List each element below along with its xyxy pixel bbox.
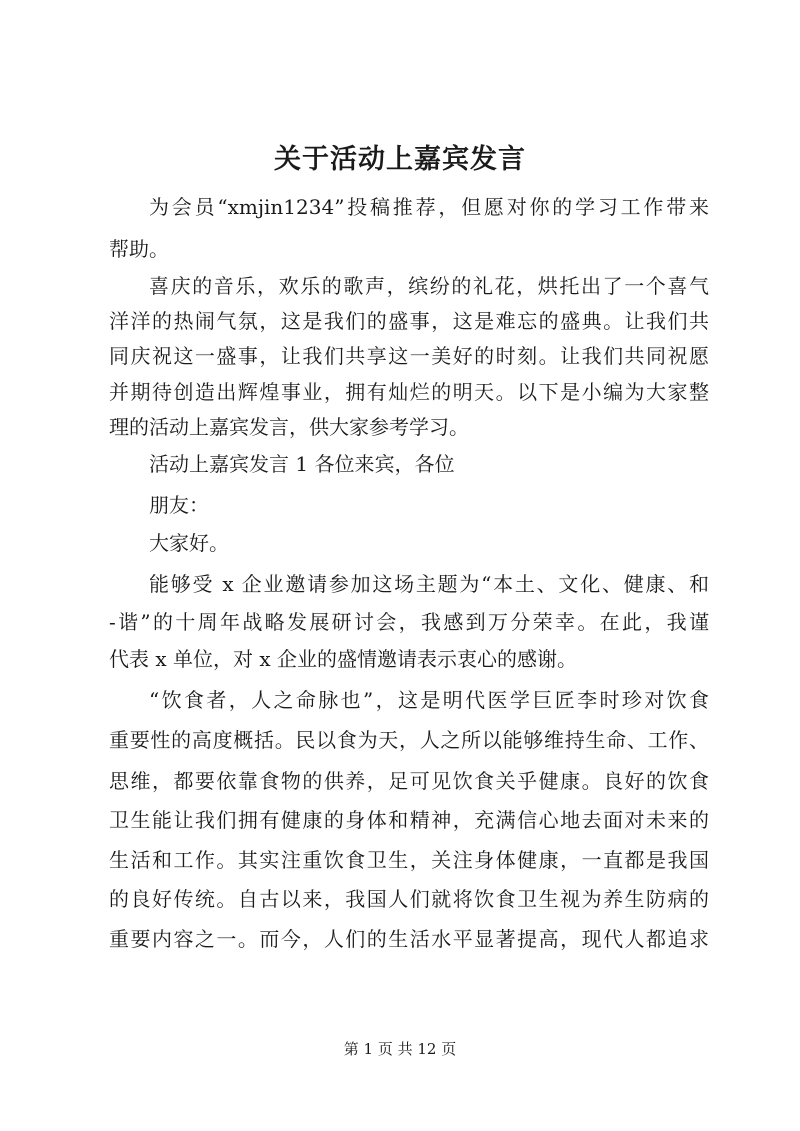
paragraph-line: 同庆祝这一盛事，让我们共享这一美好的时刻。让我们共同祝愿 — [109, 344, 709, 368]
paragraph-line: 思维，都要依靠食物的供养，足可见饮食关乎健康。良好的饮食 — [109, 769, 709, 793]
document-title: 关于活动上嘉宾发言 — [274, 144, 526, 175]
paragraph-line: “饮食者，人之命脉也”，这是明代医学巨匠李时珍对饮食 — [149, 688, 709, 712]
paragraph-line: 朋友： — [149, 493, 209, 517]
paragraph-line: 卫生能让我们拥有健康的身体和精神，充满信心地去面对未来的 — [109, 808, 709, 832]
paragraph-line: 为会员“xmjin1234”投稿推荐，但愿对你的学习工作带来 — [149, 195, 709, 219]
paragraph-line: 大家好。 — [149, 531, 229, 555]
paragraph-line: 重要内容之一。而今，人们的生活水平显著提高，现代人都追求 — [109, 927, 709, 951]
paragraph-line: 理的活动上嘉宾发言，供大家参考学习。 — [109, 415, 469, 439]
paragraph-line: 重要性的高度概括。民以食为天，人之所以能够维持生命、工作、 — [109, 728, 709, 752]
paragraph-line: 生活和工作。其实注重饮食卫生，关注身体健康，一直都是我国 — [109, 848, 709, 872]
paragraph-line: 喜庆的音乐，欢乐的歌声，缤纷的礼花，烘托出了一个喜气 — [149, 274, 709, 298]
paragraph-line: 能够受 x 企业邀请参加这场主题为“本土、文化、健康、和 — [149, 572, 709, 596]
page-footer: 第 1 页 共 12 页 — [343, 1040, 457, 1058]
paragraph-line: 代表 x 单位，对 x 企业的盛情邀请表示衷心的感谢。 — [109, 647, 577, 671]
paragraph-line: 活动上嘉宾发言 1 各位来宾，各位 — [149, 452, 455, 476]
paragraph-line: -谐”的十周年战略发展研讨会，我感到万分荣幸。在此，我谨 — [109, 610, 709, 634]
paragraph-line: 帮助。 — [109, 237, 169, 261]
paragraph-line: 的良好传统。自古以来，我国人们就将饮食卫生视为养生防病的 — [109, 887, 709, 911]
paragraph-line: 并期待创造出辉煌事业，拥有灿烂的明天。以下是小编为大家整 — [109, 380, 709, 404]
paragraph-line: 洋洋的热闹气氛，这是我们的盛事，这是难忘的盛典。让我们共 — [109, 309, 709, 333]
